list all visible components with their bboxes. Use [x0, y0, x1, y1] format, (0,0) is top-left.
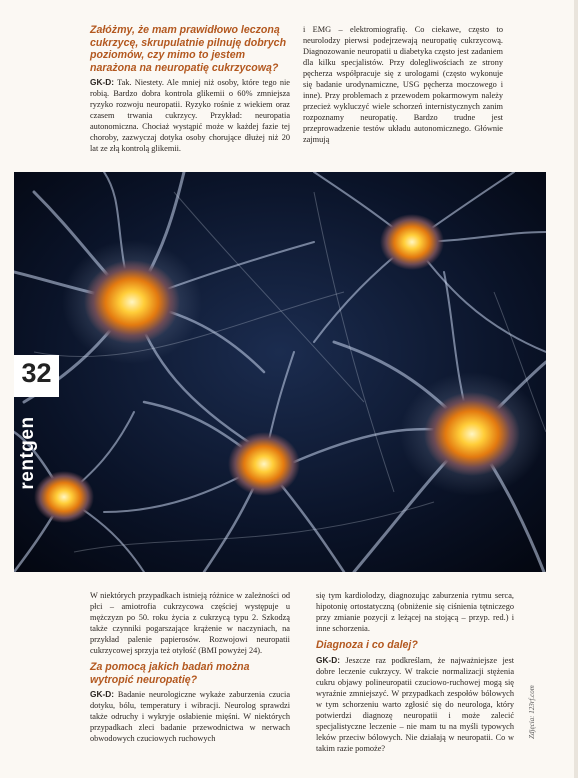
speaker-label: GK-D:	[90, 689, 114, 699]
column-bottom-left	[90, 590, 290, 744]
answer-paragraph-3	[316, 655, 514, 754]
answer-paragraph-2	[90, 689, 290, 744]
question-heading-1: Załóżmy, że mam prawidłowo leczoną cukrzycę, skrupulatnie pilnuję dobrych poziomów, czy mimo to jestem narażona na neuropatię cukrzycową?	[90, 24, 287, 74]
speaker-label: GK-D:	[90, 77, 114, 87]
paragraph-cardiology: się tym kardiolodzy, diagnozując zaburzenia rytmu serca, hipotonię ortostatyczną (obniżenie się ciśnienia tętniczego przy zmianie pozycji z leżącej na stojącą – przyp. red.) i inne schorzenia.	[316, 591, 514, 633]
page-number-badge	[14, 355, 59, 397]
continued-paragraph: i EMG – elektromiografię. Co ciekawe, często to neurolodzy pierwsi podejrzewają neuropatię cukrzycową. Diagnozowanie neuropatii u diabetyka często jest zadaniem dla kilku specjalistów. Przy dolegliwościach ze strony pęcherza współpracuje się z urologami (często wykonuje się badanie urodynamiczne, USG pęcherza moczowego i inne). Przy problemach z przewodem pokarmowym należy przecież wykluczyć wiele schorzeń internistycznych zanim rozpoznamy neuropatię. Bardzo trudne jest przeprowadzenie testów układu autonomicznego. Głównie zajmują	[303, 25, 503, 144]
question-heading-3: Diagnoza i co dalej?	[316, 639, 418, 651]
answer-text-2: Badanie neurologiczne wykaże zaburzenia czucia dotyku, bólu, temperatury i wibracji. Neurolog sprawdzi także odruchy i wykryje osłabienie mięśni. W niektórych przypadkach zleci badanie przewodnictwa w nerwach obwodowych czuciowych ruchowych	[90, 690, 291, 743]
speaker-label: GK-D:	[316, 654, 340, 665]
section-tab-label: rentgen	[17, 416, 38, 490]
column-top-right	[303, 24, 503, 145]
neuron-photo	[14, 172, 546, 572]
neuron-illustration	[14, 172, 546, 572]
section-tab	[6, 398, 50, 512]
answer-text-3: Jeszcze raz podkreślam, że najważniejsze jest dobre leczenie cukrzycy. W trakcie normalizacji stężenia cukru objawy polineuropatii czuciowo-ruchowej mogą się wyraźnie zmniejszyć. W przypadkach zespołów bólowych w tym schorzeniu warto zgłosić się do neurologa, który potwierdzi diagnozę neuropatii i może zalecić specjalistyczne leczenie – nie mam tu na myśli typowych leków przeciw bólowych. Nie działają w neuropatii. Co w takim razie pomoże?	[316, 655, 515, 753]
column-top-left	[90, 24, 290, 154]
paragraph-risk-factors: W niektórych przypadkach istnieją różnice w zależności od płci – amiotrofia cukrzycowa częściej występuje u mężczyzn po 50. roku życia z cukrzycą typu 2. Szkodzą także czynniki pogarszające krążenie w naczyniach, na przykład palenie papierosów. Rozwojowi neuropatii cukrzycowej sprzyja też otyłość (BMI powyżej 24).	[90, 591, 290, 655]
answer-paragraph-1	[90, 77, 290, 154]
column-bottom-right	[316, 590, 514, 754]
photo-credit	[522, 660, 542, 770]
page-number: 32	[21, 358, 52, 388]
answer-text-1: Tak. Niestety. Ale mniej niż osoby, które tego nie robią. Bardzo dobra kontrola glikemii o 60% zmniejsza ryzyko rozwoju neuropatii. Ryzyko rośnie z wiekiem oraz czasem trwania cukrzycy. Przykład: neuropatia autonomiczna. Chociaż wystąpić może w każdej fazie tej choroby, zazwyczaj dotyka osoby chorujące dłużej niż 20 lat ze złą kontrolą glikemii.	[90, 78, 290, 153]
photo-credit-text: Zdjęcia: 123rf.com	[528, 685, 536, 739]
page-edge	[574, 0, 578, 778]
question-heading-2: Za pomocą jakich badań można wytropić neuropatię?	[90, 661, 250, 686]
